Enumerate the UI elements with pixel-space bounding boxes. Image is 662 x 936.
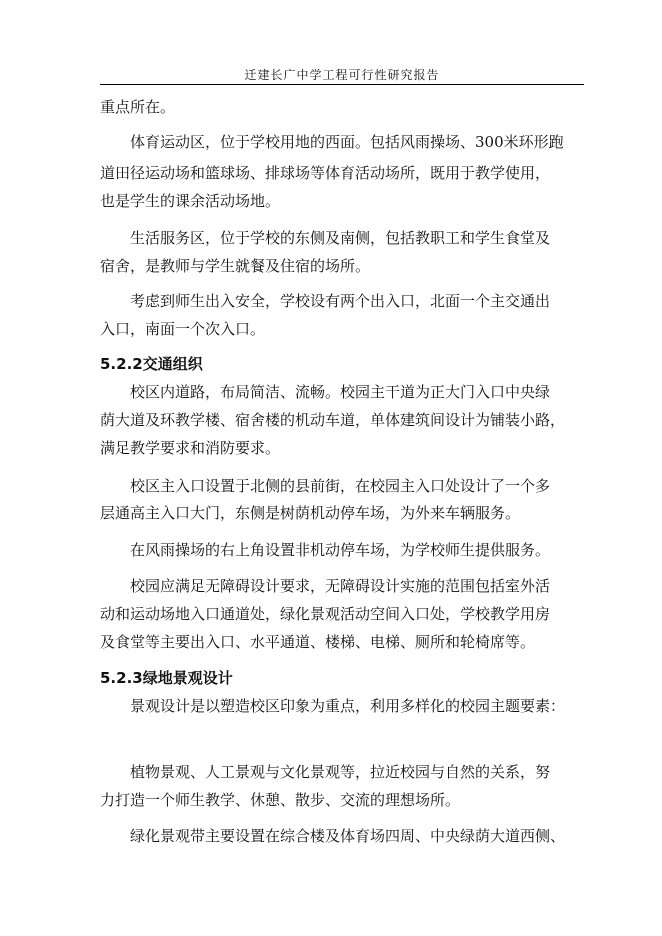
body-line: 绿化景观带主要设置在综合楼及体育场四周、中央绿荫大道西侧、 [130,827,566,845]
body-line: 荫大道及环教学楼、宿舍楼的机动车道，单体建筑间设计为铺装小路， [100,411,566,429]
body-line: 道田径运动场和篮球场、排球场等体育活动场所，既用于教学使用， [100,164,551,182]
body-line: 植物景观、人工景观与文化景观等，拉近校园与自然的关系，努 [130,763,551,781]
section-heading: 5.2.3绿地景观设计 [100,669,233,687]
body-line: 也是学生的课余活动场地。 [100,192,281,210]
body-line: 重点所在。 [100,98,176,116]
body-line: 景观设计是以塑造校区印象为重点，利用多样化的校园主题要素： [130,697,566,715]
body-line: 宿舍，是教师与学生就餐及住宿的场所。 [100,257,371,275]
body-line: 体育运动区，位于学校用地的西面。包括风雨操场、300米环形跑 [130,133,564,151]
body-line: 考虑到师生出入安全，学校设有两个出入口，北面一个主交通出 [130,292,551,310]
section-heading: 5.2.2交通组织 [100,355,203,373]
body-line: 力打造一个师生教学、休憩、散步、交流的理想场所。 [100,791,461,809]
body-line: 校区主入口设置于北侧的县前街，在校园主入口处设计了一个多 [130,477,551,495]
body-line: 层通高主入口大门，东侧是树荫机动停车场，为外来车辆服务。 [100,504,521,522]
body-line: 动和运动场地入口通道处，绿化景观活动空间入口处，学校教学用房 [100,605,551,623]
page-header-title: 迁建长广中学工程可行性研究报告 [244,68,440,82]
body-line: 入口，南面一个次入口。 [100,320,266,338]
body-line: 满足教学要求和消防要求。 [100,439,281,457]
body-line: 校区内道路，布局简洁、流畅。校园主干道为正大门入口中央绿 [130,383,551,401]
body-line: 校园应满足无障碍设计要求，无障碍设计实施的范围包括室外活 [130,577,551,595]
body-line: 在风雨操场的右上角设置非机动停车场，为学校师生提供服务。 [130,541,551,559]
body-line: 及食堂等主要出入口、水平通道、楼梯、电梯、厕所和轮椅席等。 [100,633,536,651]
body-line: 生活服务区，位于学校的东侧及南侧，包括教职工和学生食堂及 [130,229,551,247]
header-divider [100,84,584,85]
